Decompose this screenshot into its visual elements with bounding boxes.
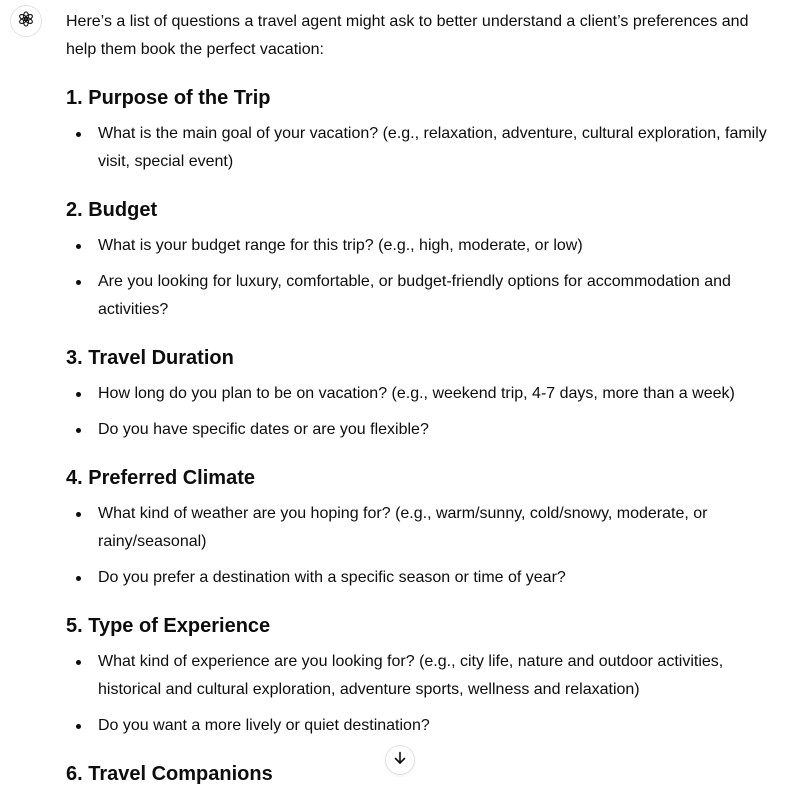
question-list [66, 500, 771, 592]
section-heading: 3. Travel Duration [66, 347, 234, 369]
question-text: Are you looking for luxury, comfortable, or budget-friendly options for accommodation and activities? [98, 273, 731, 318]
question-text: Do you prefer a destination with a specific season or time of year? [98, 569, 566, 586]
question-text: What kind of experience are you looking for? (e.g., city life, nature and outdoor activities, historical and cultural exploration, adventure sports, wellness and relaxation) [98, 653, 724, 698]
assistant-avatar [10, 5, 42, 37]
question-list [66, 380, 771, 444]
assistant-message [66, 8, 771, 788]
bullet-icon [76, 724, 81, 729]
question-list [66, 232, 771, 324]
bullet-icon [76, 392, 81, 397]
arrow-down-icon [392, 750, 408, 771]
question-text: What kind of weather are you hoping for? (e.g., warm/sunny, cold/snowy, moderate, or rainy/seasonal) [98, 505, 708, 550]
list-item [66, 500, 771, 556]
question-text: What is the main goal of your vacation? (e.g., relaxation, adventure, cultural exploration, family visit, special event) [98, 125, 767, 170]
question-text: How long do you plan to be on vacation? (e.g., weekend trip, 4-7 days, more than a week) [98, 385, 735, 402]
list-item [66, 712, 771, 740]
list-item [66, 380, 771, 408]
bullet-icon [76, 280, 81, 285]
list-item [66, 416, 771, 444]
question-sections [66, 84, 771, 788]
bullet-icon [76, 132, 81, 137]
bullet-icon [76, 244, 81, 249]
bullet-icon [76, 428, 81, 433]
list-item [66, 120, 771, 176]
scroll-to-bottom-button[interactable] [385, 745, 415, 775]
bullet-icon [76, 512, 81, 517]
section-heading: 6. Travel Companions [66, 763, 273, 785]
list-item [66, 232, 771, 260]
section-heading: 5. Type of Experience [66, 615, 271, 637]
list-item [66, 268, 771, 324]
section-heading: 1. Purpose of the Trip [66, 87, 271, 109]
bullet-icon [76, 660, 81, 665]
list-item [66, 564, 771, 592]
openai-logo-icon [17, 10, 35, 33]
message-intro: Here’s a list of questions a travel agent might ask to better understand a client’s preferences and help them book the perfect vacation: [66, 13, 749, 58]
question-list [66, 648, 771, 740]
section-heading: 4. Preferred Climate [66, 467, 255, 489]
question-text: Do you want a more lively or quiet destination? [98, 717, 430, 734]
question-text: Do you have specific dates or are you flexible? [98, 421, 429, 438]
list-item [66, 648, 771, 704]
question-text: What is your budget range for this trip? (e.g., high, moderate, or low) [98, 237, 583, 254]
bullet-icon [76, 576, 81, 581]
section-heading: 2. Budget [66, 199, 158, 221]
question-list [66, 120, 771, 176]
